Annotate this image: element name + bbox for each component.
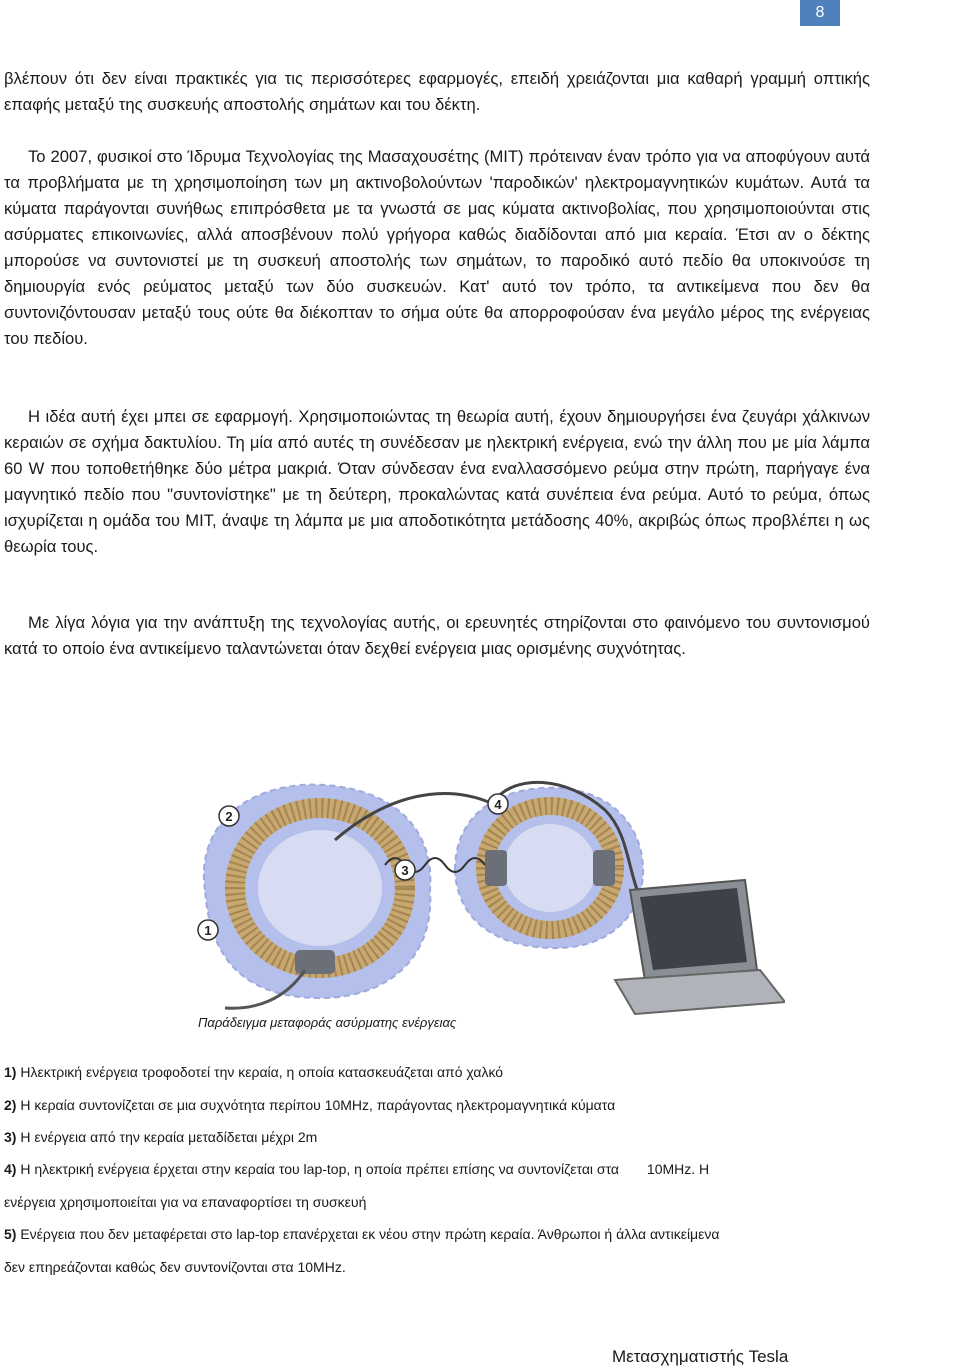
note-1 (4, 1062, 503, 1082)
note-4 (4, 1159, 709, 1179)
marker-3 (395, 860, 415, 880)
note-3 (4, 1127, 317, 1147)
svg-text:4: 4 (494, 797, 502, 812)
note-text: Ηλεκτρική ενέργεια τροφοδοτεί την κεραία, η οποία κατασκευάζεται από χαλκό (20, 1064, 504, 1080)
note-5-line-2: δεν επηρεάζονται καθώς δεν συντονίζονται στα 10MHz. (4, 1259, 346, 1275)
note-4-line-2: ενέργεια χρησιμοποιείται για να επαναφορτίσει τη συσκευή (4, 1194, 367, 1210)
note-number: 4) (4, 1161, 17, 1177)
paragraph-1: βλέπουν ότι δεν είναι πρακτικές για τις περισσότερες εφαρμογές, επειδή χρειάζονται μια καθαρή γραμμή οπτικής επαφής μεταξύ της συσκευής αποστολής σημάτων και του δέκτη. (4, 69, 870, 114)
note-number: 2) (4, 1097, 17, 1113)
paragraph-3: Η ιδέα αυτή έχει μπει σε εφαρμογή. Χρησιμοποιώντας τη θεωρία αυτή, έχουν δημιουργήσει ένα ζευγάρι χάλκινων κεραιών σε σχήμα δακτυλίου. Τη μία από αυτές τη συνέδεσαν με ηλεκτρική ενέργεια, ενώ την άλλη που με μία λάμπα 60 W που τοποθετήθηκε δύο μέτρα μακριά. Όταν σύνδεσαν ένα εναλλασσόμενο ρεύμα στην πρώτη, παρήγαγε ένα μαγνητικό πεδίο που "συντονίστηκε" με τη δεύτερη, προκαλώντας κατά συνέπεια ένα ρεύμα. Αυτό το ρεύμα, όπως ισχυρίζεται η ομάδα του MIT, άναψε τη λάμπα με μια αποδοτικότητα μετάδοσης 40%, ακριβώς όπως προβλέπει η ως θεωρία τους. (4, 407, 870, 556)
note-text: Η κεραία συντονίζεται σε μια συχνότητα περίπου 10MHz, παράγοντας ηλεκτρομαγνητικά κύματα (20, 1097, 616, 1113)
note-5 (4, 1224, 719, 1244)
paragraph-2: Το 2007, φυσικοί στο Ίδρυμα Τεχνολογίας της Μασαχουσέτης (MIT) πρότειναν έναν τρόπο για να αποφύγουν αυτά τα προβλήματα με τη χρησιμοποίηση των μη ακτινοβολούντων 'παροδικών' ηλεκτρομαγνητικών κυμάτων. Αυτά τα κύματα παράγονται συνήθως επιπρόσθετα με τα γνωστά σε μας κύματα ακτινοβολίας, που χρησιμοποιούνται στις ασύρματες επικοινωνίες, αλλά αποσβένουν πολύ γρήγορα καθώς διαδίδονται από μια κεραία. Έτσι αν ο δέκτης μπορούσε να συντονιστεί με τη συσκευή αποστολής των σημάτων, το παροδικό αυτό πεδίο θα υποκινούσε τη δημιουργία ενός ρεύματος μεταξύ των δύο συσκευών. Κατ' αυτό τον τρόπο, τα αντικείμενα που δεν θα συντονιζόντουσαν μεταξύ τους ούτε θα διέκοπταν το σήμα ούτε θα απορροφούσαν ένα μεγάλο μέρος της ενέργειας του πεδίου. (4, 147, 870, 348)
note-2 (4, 1095, 615, 1115)
marker-2 (219, 806, 239, 826)
wireless-energy-figure (185, 770, 785, 1015)
laptop (615, 880, 785, 1014)
note-text: Η ενέργεια από την κεραία μεταδίδεται μέχρι 2m (20, 1129, 318, 1145)
svg-text:3: 3 (401, 863, 409, 878)
svg-text:2: 2 (225, 809, 233, 824)
page-number: 8 (800, 0, 840, 26)
marker-1 (198, 920, 218, 940)
figure-caption: Παράδειγμα μεταφοράς ασύρματης ενέργειας (198, 1015, 457, 1030)
paragraph-4: Με λίγα λόγια για την ανάπτυξη της τεχνολογίας αυτής, οι ερευνητές στηρίζονται στο φαινόμενο του συντονισμού κατά το οποίο ένα αντικείμενο ταλαντώνεται όταν δεχθεί ενέργεια μιας ορισμένης συχνότητας. (4, 613, 870, 658)
note-text-continued: 10MHz. Η (646, 1161, 710, 1177)
marker-4 (488, 794, 508, 814)
note-number: 1) (4, 1064, 17, 1080)
note-number: 5) (4, 1226, 17, 1242)
footer-title: Μετασχηματιστής Tesla (612, 1347, 789, 1366)
right-connector (485, 850, 507, 886)
note-number: 3) (4, 1129, 17, 1145)
note-text: Ενέργεια που δεν μεταφέρεται στο lap-top επανέρχεται εκ νέου στην πρώτη κεραία. Άνθρωποι ή άλλα αντικείμενα (20, 1226, 720, 1242)
note-text: Η ηλεκτρική ενέργεια έρχεται στην κεραία του lap-top, η οποία πρέπει επίσης να συντονίζεται στα (20, 1161, 620, 1177)
svg-text:1: 1 (204, 923, 212, 938)
left-connector (295, 950, 335, 974)
